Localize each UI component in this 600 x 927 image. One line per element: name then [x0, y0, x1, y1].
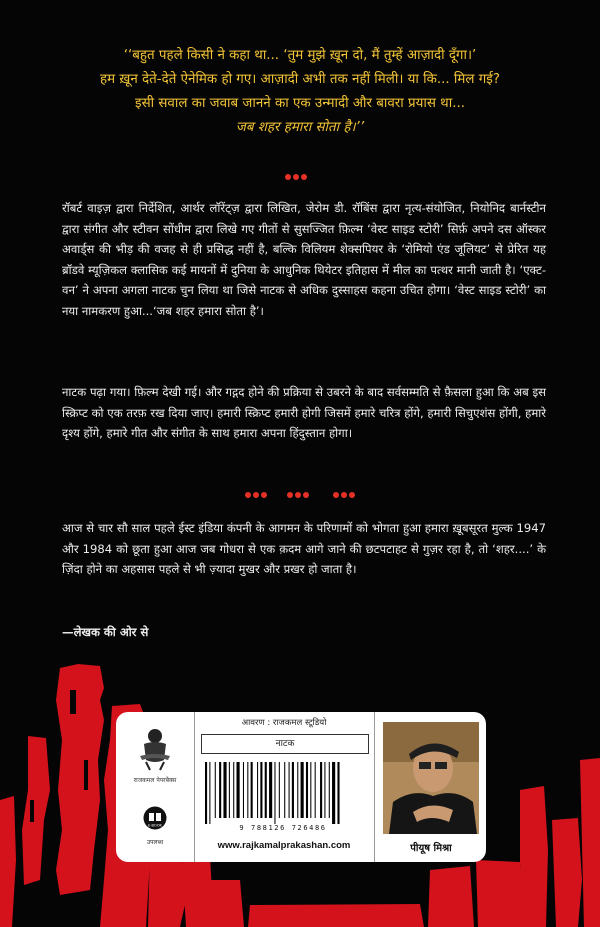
barcode-bar [219, 762, 221, 818]
barcode-bar [297, 762, 298, 818]
barcode-bar [269, 762, 272, 818]
barcode-bar [320, 762, 322, 818]
barcode-bar [337, 762, 339, 824]
ebook-icon [143, 806, 167, 830]
divider-dot [285, 174, 291, 180]
isbn-barcode [203, 762, 365, 824]
barcode-bar [306, 762, 308, 818]
barcode-bar [205, 762, 207, 824]
publisher-website: www.rajkamalprakashan.com [217, 840, 351, 851]
barcode-bar [274, 762, 275, 824]
barcode-bar [329, 762, 330, 818]
divider-dot [245, 492, 251, 498]
barcode-bar [265, 762, 267, 818]
barcode-bar [251, 762, 253, 818]
publisher-column [116, 712, 195, 862]
quote-line: इसी सवाल का जवाब जानने का एक उन्मादी और बावरा प्रयास था... [135, 96, 465, 111]
barcode-bar [279, 762, 280, 818]
barcode-bar [215, 762, 216, 818]
section-divider [245, 492, 267, 498]
section-divider [285, 174, 307, 180]
isbn-number: 9 788126 726486 [239, 824, 327, 832]
signature: —लेखक की ओर से [62, 625, 149, 639]
publisher-name: राजकमल पेपरबैक्स [133, 777, 177, 784]
divider-dot [261, 492, 267, 498]
barcode-column [195, 712, 373, 862]
barcode-bar [324, 762, 325, 818]
divider-dot [303, 492, 309, 498]
divider-dot [349, 492, 355, 498]
barcode-bar [310, 762, 311, 818]
divider-dot [333, 492, 339, 498]
ebook-label: E-BOOK [148, 823, 162, 828]
barcode-bar [260, 762, 262, 818]
barcode-bar [243, 762, 244, 818]
barcode-bar [257, 762, 258, 818]
publisher-logo-icon [136, 726, 174, 772]
blurb-paragraph-2: नाटक पढ़ा गया। फ़िल्म देखी गई। और गद्गद होने की प्रक्रिया से उबरने के बाद सर्वसम्मति से फ़ैसला हुआ कि अब इस स्क्रिप्ट को एक तरफ़ रख दिया जाए। हमारी स्क्रिप्ट हमारी होगी जिसमें हमारे चरित्र होंगे, हमारी सिचुएशंस होंगी, हमारे दृश्य होंगे, हमारे गीत और संगीत के साथ हमारा अपना हिंदुस्तान होगा। [62, 385, 546, 441]
barcode-bar [301, 762, 304, 818]
cover-credit: आवरण : राजकमल स्टूडियो [241, 718, 327, 728]
barcode-bar [229, 762, 230, 818]
author-photo [383, 722, 479, 834]
author-name: पीयूष मिश्रा [410, 843, 452, 854]
section-divider [287, 492, 309, 498]
back-cover-info-card [116, 712, 486, 862]
quote-line-title: जब शहर हमारा सोता है।’’ [235, 120, 365, 135]
barcode-bar [233, 762, 234, 818]
quote-line: ‘‘बहुत पहले किसी ने कहा था... ‘तुम मुझे ख़ून दो, मैं तुम्हें आज़ादी दूँगा।’ [123, 48, 477, 63]
divider-dot [341, 492, 347, 498]
divider-dot [293, 174, 299, 180]
divider-dot [253, 492, 259, 498]
divider-dot [295, 492, 301, 498]
barcode-bar [284, 762, 285, 818]
blurb-paragraph-3: आज से चार सौ साल पहले ईस्ट इंडिया कंपनी के आगमन के परिणामों को भोगता हुआ हमारा ख़ूबसूरत मुल्क 1947 और 1984 को छूता हुआ आज जब गोधरा से एक क़दम आगे जाने की छटपटाहट से गुज़र रहा है, तो ‘शहर....’ के ज़िंदा होने का अहसास पहले से भी ज़्यादा मुखर और प्रखर हो जाता है। [62, 521, 546, 577]
available-label: उपलब्ध [146, 839, 164, 846]
opening-quote [30, 44, 570, 140]
author-column [374, 712, 486, 862]
category-label: नाटक [201, 734, 369, 754]
divider-dot [301, 174, 307, 180]
barcode-bar [332, 762, 335, 824]
blurb-paragraph-1: रॉबर्ट वाइज़ द्वारा निर्देशित, आर्थर लॉरेंट्ज़ द्वारा लिखित, जेरोम डी. रॉबिंस द्वारा नृत्य-संयोजित, नियोनिद बार्नस्टीन द्वारा संगीत और स्टीवन सोंधीम द्वारा लिखे गए गीतों से सुसज्जित फ़िल्म ‘वेस्ट साइड स्टोरी’ सिर्फ़ अपने दस ऑस्कर अवार्ड्स की भीड़ की वजह से ही प्रसिद्ध नहीं है, बल्कि विलियम शेक्सपियर के ‘रोमियो एंड जूलियट’ से प्रेरित यह ब्रॉडवे म्यूज़िकल क्लासिक कई मायनों में दुनिया के आधुनिक थियेटर इतिहास में मील का पत्थर मानी जाती है। ‘एक्ट-वन’ ने अपना अगला नाटक चुन लिया था जिसे नाटक से अधिक दुस्साहस कहना उचित होगा। ‘वेस्ट साइड स्टोरी’ का नया नामकरण हुआ...‘जब शहर हमारा सोता है’। [62, 201, 546, 318]
barcode-bar [209, 762, 210, 824]
barcode-bar [247, 762, 248, 818]
barcode-bar [289, 762, 290, 818]
section-divider [333, 492, 355, 498]
barcode-bar [237, 762, 240, 818]
barcode-bar [292, 762, 294, 818]
quote-line: हम ख़ून देते-देते ऐनेमिक हो गए। आज़ादी अभी तक नहीं मिली। या कि... मिल गई? [100, 72, 500, 87]
divider-dot [287, 492, 293, 498]
barcode-bar [223, 762, 226, 818]
barcode-bar [315, 762, 316, 818]
